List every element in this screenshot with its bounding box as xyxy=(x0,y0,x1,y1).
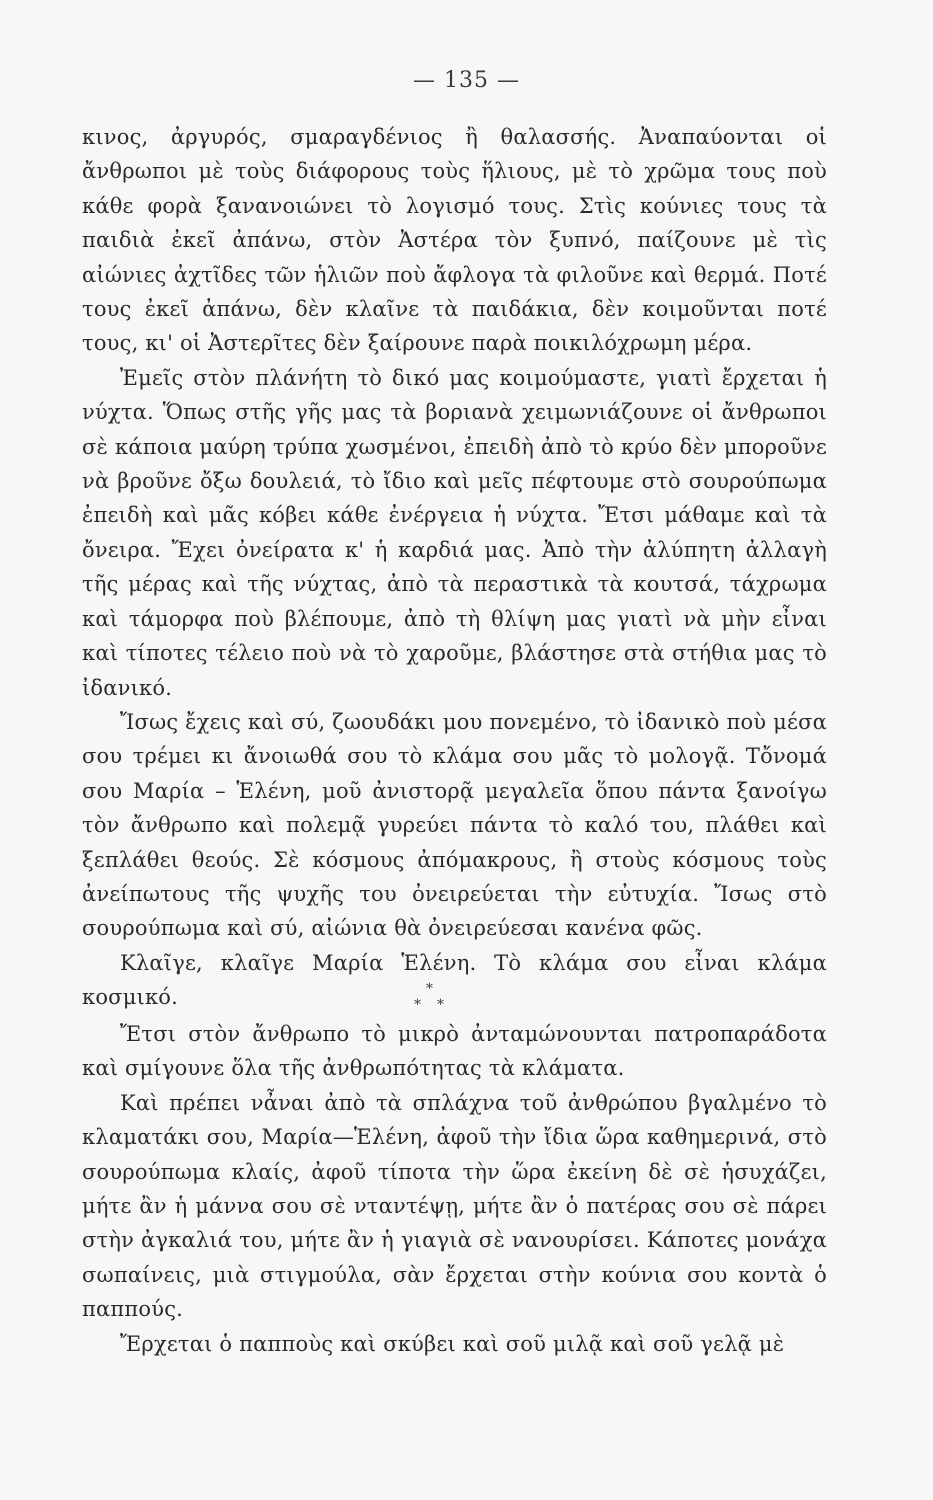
paragraph: Ἔτσι στὸν ἄνθρωπο τὸ μικρὸ ἀνταμώνουνται πατροπαράδοτα καὶ σμίγουνε ὅλα τῆς ἀνθρωπότητας τὰ κλάματα. xyxy=(82,1022,827,1081)
asterism-star: * xyxy=(426,981,433,997)
text-block-after-separator xyxy=(82,1017,827,1361)
paragraph: Ἔρχεται ὁ παπποὺς καὶ σκύβει καὶ σοῦ μιλᾷ καὶ σοῦ γελᾷ μὲ xyxy=(120,1331,785,1356)
paragraph: Ἐμεῖς στὸν πλάνήτη τὸ δικό μας κοιμούμαστε, γιατὶ ἔρχεται ἡ νύχτα. Ὅπως στῆς γῆς μας τὰ βοριανὰ χειμωνιάζουνε οἱ ἄνθρωποι σὲ κάποια μαύρη τρύπα χωσμένοι, ἐπειδὴ ἀπὸ τὸ κρύο δὲν μποροῦνε νὰ βροῦνε ὄξω δουλειά, τὸ ἴδιο καὶ μεῖς πέφτουμε στὸ σουρούπωμα ἐπειδὴ καὶ μᾶς κόβει κάθε ἐνέργεια ἡ νύχτα. Ἔτσι μάθαμε καὶ τὰ ὄνειρα. Ἔχει ὀνείρατα κ' ἡ καρδιά μας. Ἀπὸ τὴν ἀλύπητη ἀλλαγὴ τῆς μέρας καὶ τῆς νύχτας, ἀπὸ τὰ περαστικὰ τὰ κουτσά, τάχρωμα καὶ τάμορφα ποὺ βλέπουμε, ἀπὸ τὴ θλίψη μας γιατὶ νὰ μὴν εἶναι καὶ τίποτες τέλειο ποὺ νὰ τὸ χαροῦμε, βλάστησε στὰ στήθια μας τὸ ἰδανικό. xyxy=(82,365,827,700)
text-block-before-separator xyxy=(82,120,827,1015)
asterism-star: * xyxy=(437,997,444,1013)
section-separator xyxy=(0,982,933,1022)
paragraph: Ἴσως ἔχεις καὶ σύ, ζωουδάκι μου πονεμένο, τὸ ἰδανικὸ ποὺ μέσα σου τρέμει κι ἄνοιωθά σου τὸ κλάμα σου μᾶς τὸ μολογᾷ. Τὄνομά σου Μαρία – Ἑλένη, μοῦ ἀνιστορᾷ μεγαλεῖα ὅπου πάντα ξανοίγω τὸν ἄνθρωπο καὶ πολεμᾷ γυρεύει πάντα τὸ καλό του, πλάθει καὶ ξεπλάθει θεούς. Σὲ κόσμους ἀπόμακρους, ἢ στοὺς κόσμους τοὺς ἀνείπωτους τῆς ψυχῆς του ὀνειρεύεται τὴν εὐτυχία. Ἴσως στὸ σουρούπωμα καὶ σύ, αἰώνια θὰ ὀνειρεύεσαι κανένα φῶς. xyxy=(82,709,827,941)
paragraph: Κλαῖγε, κλαῖγε Μαρία Ἑλένη. Τὸ κλάμα σου εἶναι κλάμα κοσμικό. xyxy=(82,950,827,1010)
asterism-star: * xyxy=(414,997,421,1013)
paragraph: Καὶ πρέπει νἆναι ἀπὸ τὰ σπλάχνα τοῦ ἀνθρώπου βγαλμένο τὸ κλαματάκι σου, Μαρία—Ἑλένη, ἀφοῦ τὴν ἴδια ὥρα καθημερινά, στὸ σουρούπωμα κλαίς, ἀφοῦ τίποτα τὴν ὥρα ἐκείνη δὲ σὲ ἡσυχάζει, μήτε ἂν ἡ μάννα σου σὲ νταντέψῃ, μήτε ἂν ὁ πατέρας σου σὲ πάρει στὴν ἀγκαλιά του, μήτε ἂν ἡ γιαγιὰ σὲ νανουρίσει. Κάποτες μονάχα σωπαίνεις, μιὰ στιγμούλα, σὰν ἔρχεται στὴν κούνια σου κοντὰ ὁ παππούς. xyxy=(82,1090,827,1322)
page-number: — 135 — xyxy=(413,68,520,93)
paragraph: κινος, ἀργυρός, σμαραγδένιος ἢ θαλασσής. Ἀναπαύονται οἱ ἄνθρωποι μὲ τοὺς διάφορους τοὺς ἥλιους, μὲ τὸ χρῶμα τους ποὺ κάθε φορὰ ξανανοιώνει τὸ λογισμό τους. Στὶς κούνιες τους τὰ παιδιὰ ἐκεῖ ἀπάνω, στὸν Ἀστέρα τὸν ξυπνό, παίζουνε μὲ τὶς αἰώνιες ἀχτῖδες τῶν ἡλιῶν ποὺ ἄφλογα τὰ φιλοῦνε καὶ θερμά. Ποτέ τους ἐκεῖ ἀπάνω, δὲν κλαῖνε τὰ παιδάκια, δὲν κοιμοῦνται ποτέ τους, κι' οἱ Ἀστερῖτες δὲν ξαίρουνε παρὰ ποικιλόχρωμη μέρα. xyxy=(82,125,827,356)
